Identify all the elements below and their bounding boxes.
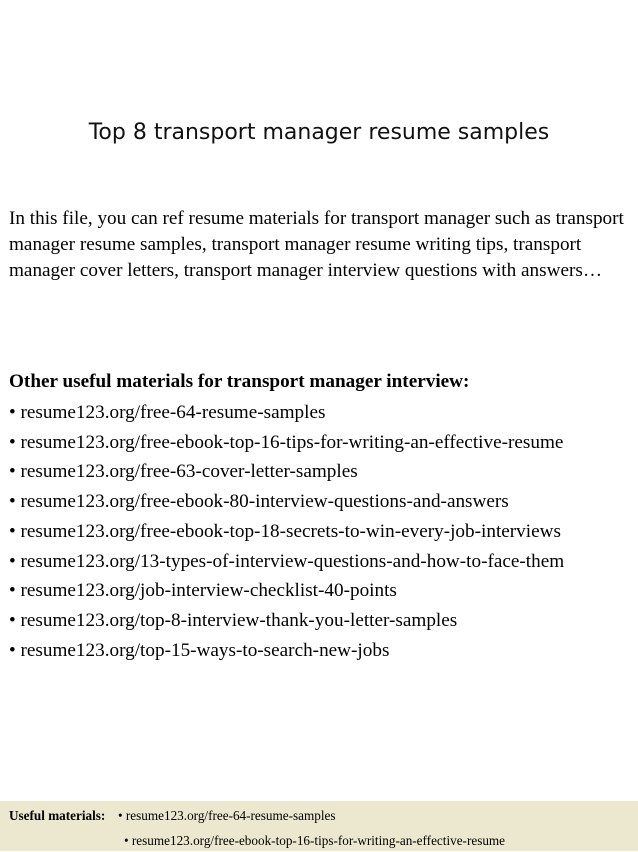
material-link-13-types-of-interview-questions[interactable]: • resume123.org/13-types-of-interview-questions-and-how-to-face-them [9, 550, 565, 572]
material-link-free-ebook-top-16-tips[interactable]: • resume123.org/free-ebook-top-16-tips-for-writing-an-effective-resume [9, 431, 564, 453]
page-title: Top 8 transport manager resume samples [88, 120, 550, 145]
footer-bar [0, 801, 638, 851]
footer-link-free-ebook-top-16-tips[interactable]: • resume123.org/free-ebook-top-16-tips-for-writing-an-effective-resume [124, 833, 506, 848]
material-link-free-63-cover-letter-samples[interactable]: • resume123.org/free-63-cover-letter-samples [9, 461, 358, 483]
materials-link-list [9, 398, 635, 665]
material-link-free-64-resume-samples[interactable]: • resume123.org/free-64-resume-samples [9, 402, 326, 423]
material-link-thank-you-letter-samples[interactable]: • resume123.org/top-8-interview-thank-you-letter-samples [9, 609, 458, 631]
material-link-ways-to-search-new-jobs[interactable]: • resume123.org/top-15-ways-to-search-new-jobs [9, 639, 390, 661]
intro-paragraph: In this file, you can ref resume materials for transport manager such as transport manager resume samples, transport manager resume writing tips, transport manager cover letters, transport manager interview questions with answers… [9, 208, 624, 281]
footer-link-list [118, 808, 506, 852]
footer-link-free-64-resume-samples[interactable]: • resume123.org/free-64-resume-samples [118, 808, 336, 823]
material-link-job-interview-checklist[interactable]: • resume123.org/job-interview-checklist-40-points [9, 580, 397, 602]
footer-label: Useful materials: [9, 808, 106, 823]
useful-materials-section [9, 368, 635, 665]
material-link-free-ebook-80-interview-questions[interactable]: • resume123.org/free-ebook-80-interview-questions-and-answers [9, 491, 509, 513]
section-heading: Other useful materials for transport manager interview: [9, 371, 470, 392]
material-link-free-ebook-top-18-secrets[interactable]: • resume123.org/free-ebook-top-18-secrets-to-win-every-job-interviews [9, 520, 561, 542]
